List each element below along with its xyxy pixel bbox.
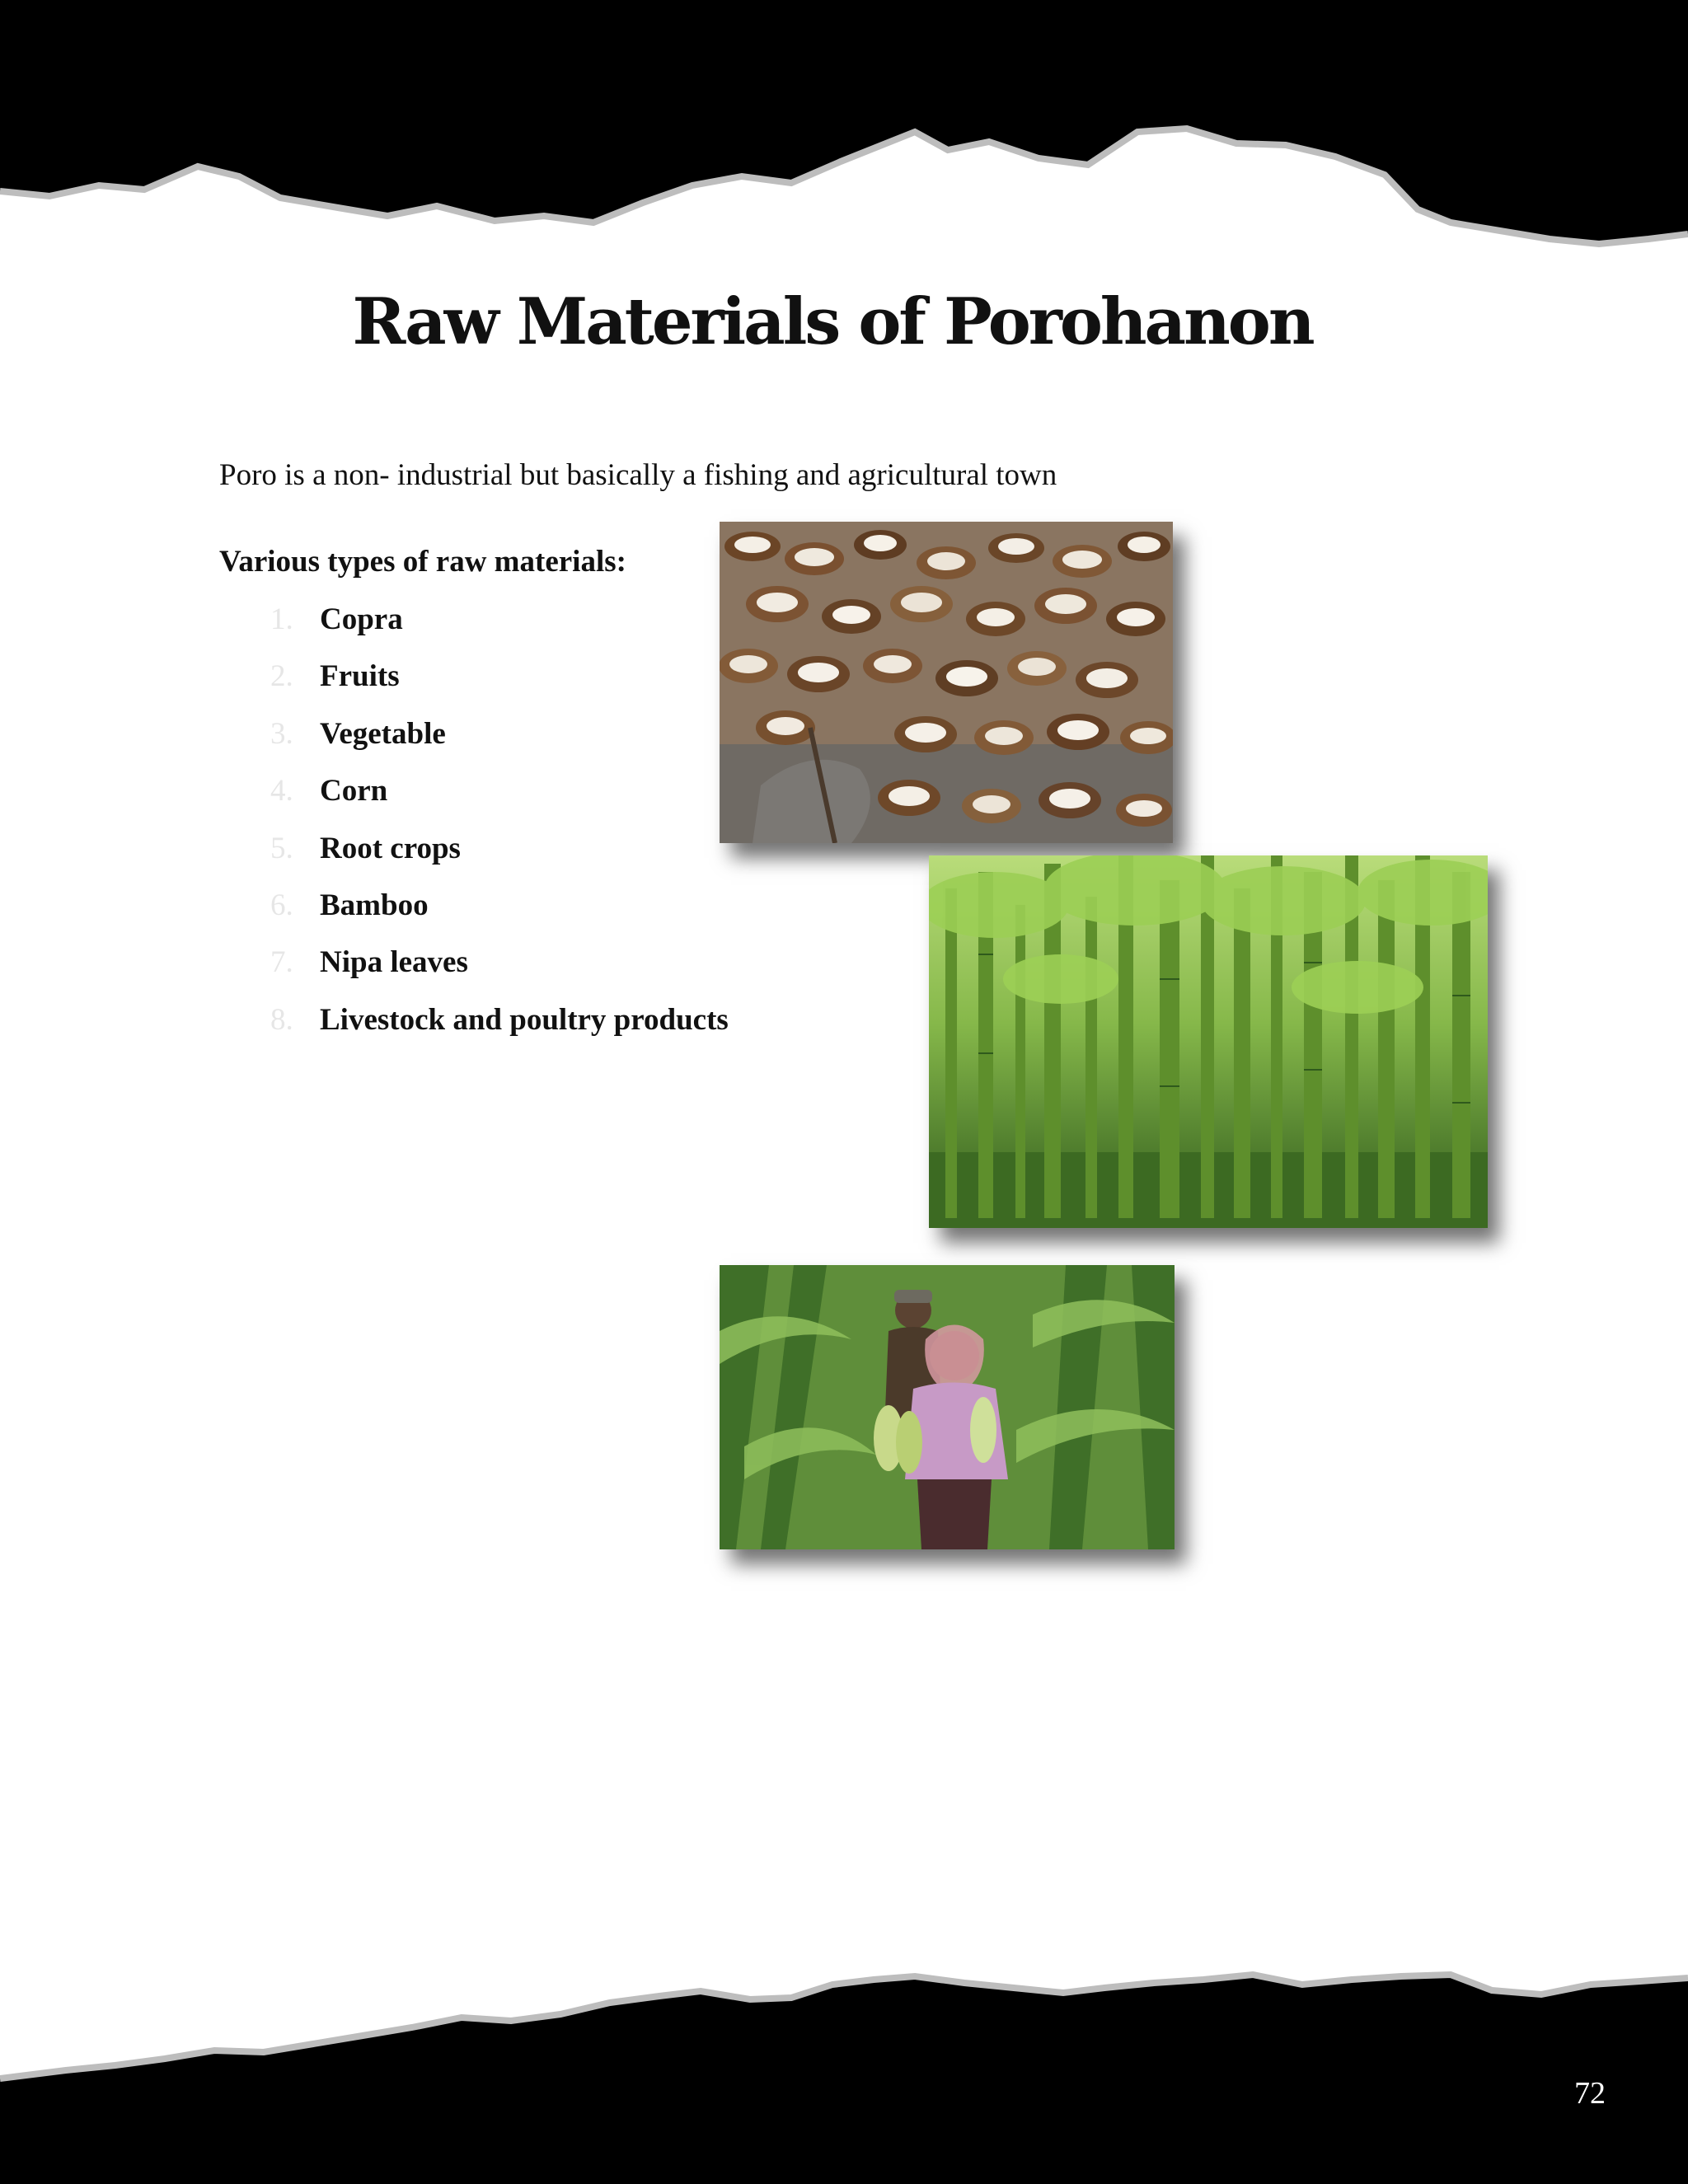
materials-list (219, 600, 729, 1057)
list-item-label: Vegetable (320, 716, 446, 751)
page-title: Raw Materials of Porohanon (352, 284, 1313, 359)
list-number: 8. (270, 1002, 293, 1037)
list-item (219, 600, 729, 657)
list-number: 5. (270, 831, 293, 865)
list-item (219, 771, 729, 828)
list-item-label: Nipa leaves (320, 945, 468, 980)
bamboo-forest-photo (929, 855, 1488, 1228)
materials-list-heading: Various types of raw materials: (219, 545, 626, 579)
list-item-label: Root crops (320, 831, 461, 865)
list-number: 3. (270, 716, 293, 751)
list-item (219, 943, 729, 1000)
list-number: 2. (270, 659, 293, 694)
list-item (219, 657, 729, 714)
list-item (219, 1001, 729, 1057)
list-item-label: Bamboo (320, 888, 429, 922)
list-item-label: Copra (320, 602, 403, 636)
list-item-label: Fruits (320, 659, 400, 694)
copra-drying-photo (720, 522, 1173, 843)
corn-harvest-photo (720, 1265, 1175, 1549)
intro-paragraph: Poro is a non- industrial but basically a fishing and agricultural town (219, 458, 1057, 492)
list-number: 4. (270, 774, 293, 808)
list-item (219, 829, 729, 886)
list-item-label: Corn (320, 774, 388, 808)
list-item (219, 886, 729, 943)
list-number: 7. (270, 945, 293, 980)
list-item (219, 715, 729, 771)
list-number: 6. (270, 888, 293, 922)
page-number: 72 (1574, 2076, 1606, 2111)
list-item-label: Livestock and poultry products (320, 1002, 729, 1037)
list-number: 1. (270, 602, 293, 636)
